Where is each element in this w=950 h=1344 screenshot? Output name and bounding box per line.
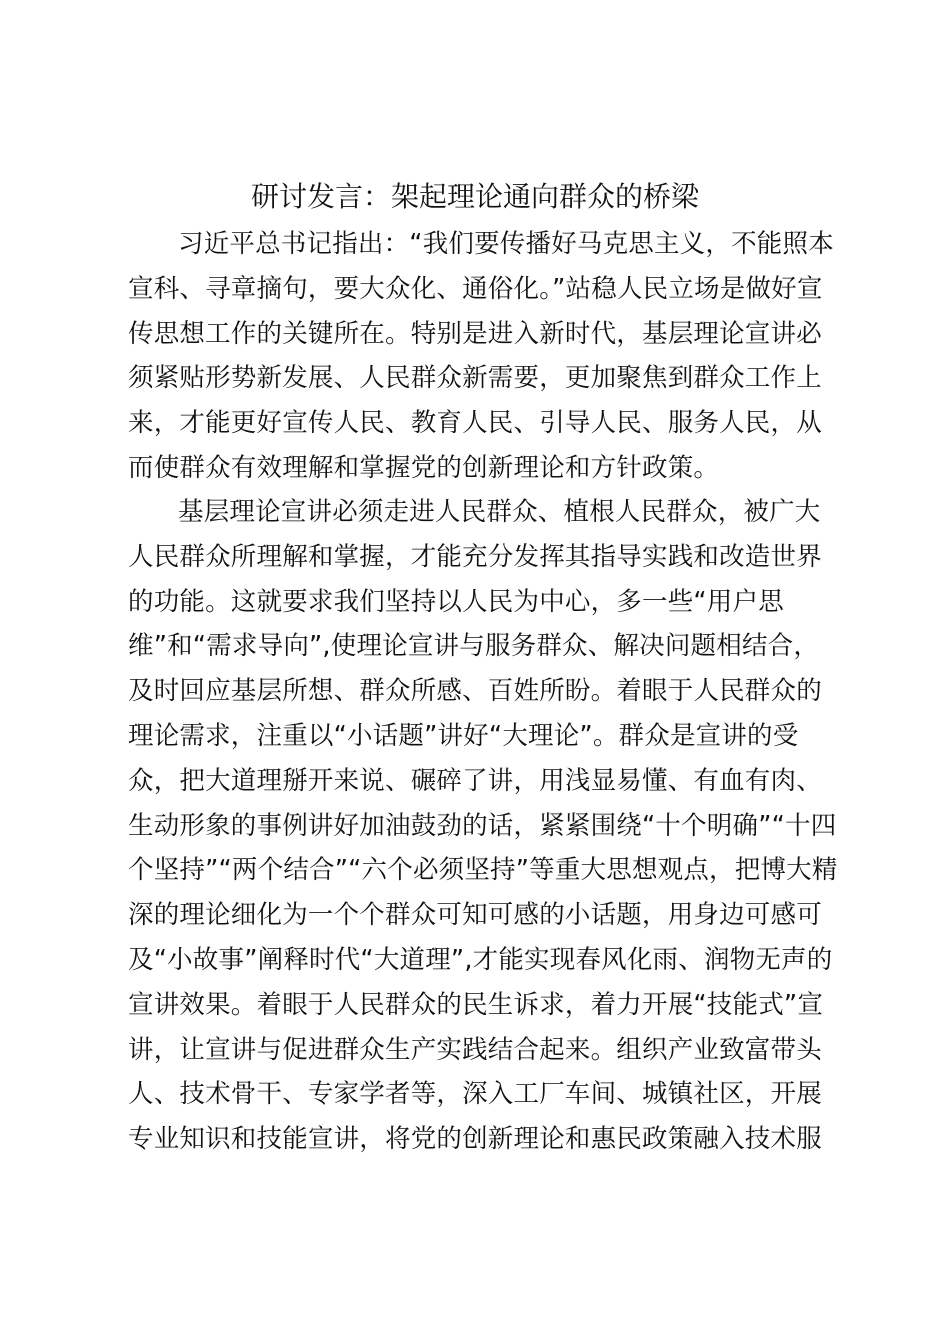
paragraph-line: 须紧贴形势新发展、人民群众新需要，更加聚焦到群众工作上 (128, 363, 822, 394)
paragraph-1 (128, 222, 834, 491)
paragraph-line: 人民群众所理解和掌握，才能充分发挥其指导实践和改造世界 (128, 541, 822, 572)
paragraph-line: 及时回应基层所想、群众所感、百姓所盼。着眼于人民群众的 (128, 676, 822, 707)
paragraph-line: 传思想工作的关键所在。特别是进入新时代，基层理论宣讲必 (128, 318, 822, 349)
paragraph-line: 的功能。这就要求我们坚持以人民为中心，多一些“用户思 (128, 586, 784, 617)
paragraph-line: 来，才能更好宣传人民、教育人民、引导人民、服务人民，从 (128, 408, 822, 439)
paragraph-line: 基层理论宣讲必须走进人民群众、植根人民群众，被广大 (178, 497, 821, 527)
paragraph-line: 众，把大道理掰开来说、碾碎了讲，用浅显易懂、有血有肉、 (128, 765, 822, 796)
paragraph-line: 及“小故事”阐释时代“大道理”,才能实现春风化雨、润物无声的 (128, 944, 833, 975)
paragraph-line: 习近平总书记指出：“我们要传播好马克思主义，不能照本 (178, 229, 834, 259)
paragraph-line: 专业知识和技能宣讲，将党的创新理论和惠民政策融入技术服 (128, 1124, 822, 1155)
paragraph-line: 生动形象的事例讲好加油鼓劲的话，紧紧围绕“十个明确”“十四 (128, 810, 837, 841)
paragraph-line: 而使群众有效理解和掌握党的创新理论和方针政策。 (128, 452, 720, 483)
paragraph-line: 理论需求，注重以“小话题”讲好“大理论”。群众是宣讲的受 (128, 720, 799, 751)
paragraph-line: 宣讲效果。着眼于人民群众的民生诉求，着力开展“技能式”宣 (128, 989, 824, 1020)
paragraph-line: 维”和“需求导向”,使理论宣讲与服务群众、解决问题相结合， (128, 631, 820, 662)
paragraph-line: 深的理论细化为一个个群众可知可感的小话题，用身边可感可 (128, 900, 822, 931)
paragraph-line: 个坚持”“两个结合”“六个必须坚持”等重大思想观点，把博大精 (128, 855, 838, 886)
paragraph-line: 宣科、寻章摘句，要大众化、通俗化。”站稳人民立场是做好宣 (128, 273, 823, 304)
paragraph-2 (128, 490, 838, 1162)
document-title: 研讨发言：架起理论通向群众的桥梁 (250, 180, 699, 213)
paragraph-line: 讲，让宣讲与促进群众生产实践结合起来。组织产业致富带头 (128, 1034, 822, 1065)
paragraph-line: 人、技术骨干、专家学者等，深入工厂车间、城镇社区，开展 (128, 1079, 822, 1110)
